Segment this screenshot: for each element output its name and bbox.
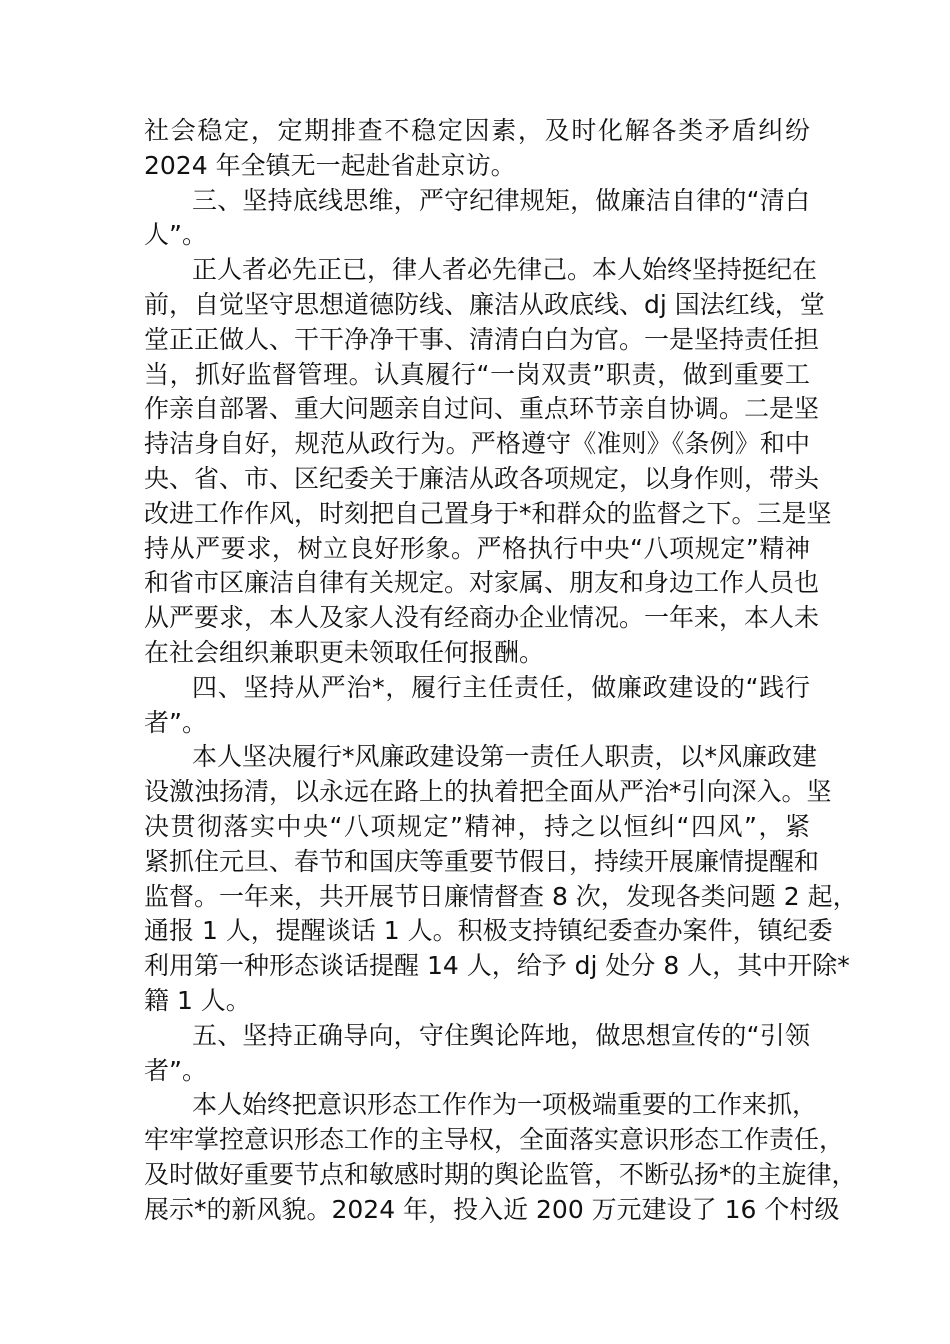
- text-line: 人”。: [144, 220, 207, 250]
- text-line: 者”。: [144, 707, 207, 737]
- text-line: 紧抓住元旦、春节和国庆等重要节假日，持续开展廉情提醒和: [144, 846, 820, 876]
- text-line: 持洁身自好，规范从政行为。严格遵守《准则》《条例》和中: [144, 429, 810, 459]
- text-line: 五、坚持正确导向，守住舆论阵地，做思想宣传的“引领: [192, 1020, 810, 1050]
- text-line: 从严要求，本人及家人没有经商办企业情况。一年来，本人未: [144, 603, 820, 633]
- text-line: 央、省、市、区纪委关于廉洁从政各项规定，以身作则，带头: [144, 463, 820, 493]
- text-line: 牢牢掌控意识形态工作的主导权，全面落实意识形态工作责任，: [144, 1125, 845, 1155]
- text-line: 本人坚决履行*风廉政建设第一责任人职责，以*风廉政建: [192, 742, 818, 772]
- text-line: 社会稳定，定期排查不稳定因素，及时化解各类矛盾纠纷: [144, 116, 810, 145]
- text-line: 三、坚持底线思维，严守纪律规矩，做廉洁自律的“清白: [192, 185, 810, 215]
- text-line: 堂正正做人、干干净净干事、清清白白为官。一是坚持责任担: [144, 324, 820, 354]
- text-line: 2024 年全镇无一起赴省赴京访。: [144, 150, 516, 180]
- text-line: 展示*的新风貌。2024 年，投入近 200 万元建设了 16 个村级: [144, 1194, 840, 1224]
- text-line: 设激浊扬清，以永远在路上的执着把全面从严治*引向深入。坚: [144, 777, 832, 807]
- text-line: 当，抓好监督管理。认真履行“一岗双责”职责，做到重要工: [144, 359, 810, 389]
- text-line: 持从严要求，树立良好形象。严格执行中央“八项规定”精神: [144, 533, 810, 563]
- text-line: 改进工作作风，时刻把自己置身于*和群众的监督之下。三是坚: [144, 498, 832, 528]
- text-line: 本人始终把意识形态工作作为一项极端重要的工作来抓，: [192, 1090, 818, 1120]
- text-line: 在社会组织兼职更未领取任何报酬。: [144, 637, 545, 667]
- text-line: 及时做好重要节点和敏感时期的舆论监管，不断弘扬*的主旋律，: [144, 1159, 857, 1189]
- text-line: 籍 1 人。: [144, 985, 251, 1015]
- text-line: 和省市区廉洁自律有关规定。对家属、朋友和身边工作人员也: [144, 568, 820, 598]
- text-line: 前，自觉坚守思想道德防线、廉洁从政底线、dj 国法红线，堂: [144, 289, 825, 319]
- document-body: [144, 114, 858, 1228]
- text-line: 作亲自部署、重大问题亲自过问、重点环节亲自协调。二是坚: [144, 394, 820, 424]
- text-line: 四、坚持从严治*，履行主任责任，做廉政建设的“践行: [192, 672, 810, 702]
- text-line: 正人者必先正已，律人者必先律己。本人始终坚持挺纪在: [192, 255, 818, 285]
- text-line: 通报 1 人，提醒谈话 1 人。积极支持镇纪委查办案件，镇纪委: [144, 916, 833, 946]
- text-line: 决贯彻落实中央“八项规定”精神，持之以恒纠“四风”，紧: [144, 811, 810, 841]
- text-line: 利用第一种形态谈话提醒 14 人，给予 dj 处分 8 人，其中开除*: [144, 951, 850, 981]
- text-line: 者”。: [144, 1055, 207, 1085]
- text-line: 监督。一年来，共开展节日廉情督查 8 次，发现各类问题 2 起，: [144, 881, 858, 911]
